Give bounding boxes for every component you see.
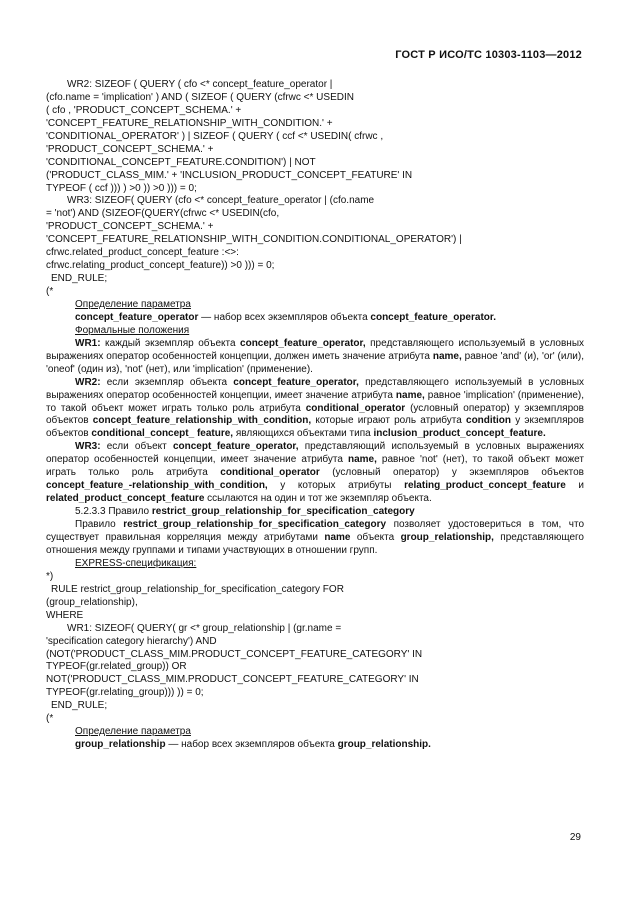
attribute-name: relating_product_concept_feature <box>404 480 566 492</box>
code-line: END_RULE; <box>51 700 108 712</box>
object-name: concept_feature_operator, <box>172 441 299 453</box>
text-run: представляющего используемый в условных выражениях оператор особенностей концепции, имеет значение атрибута <box>46 376 585 401</box>
code-line: = 'not') AND (SIZEOF(QUERY(cfrwc <* USEDIN(cfo, <box>46 208 280 220</box>
object-name: concept_feature_operator. <box>370 311 497 323</box>
wr2-paragraph <box>46 377 584 442</box>
code-line: (group_relationship), <box>46 596 138 608</box>
param-definition-text <box>46 312 584 325</box>
text-run: (условный оператор) у экземпляров объектов <box>319 467 584 479</box>
rule-name: restrict_group_relationship_for_specification_category <box>151 506 415 518</box>
text-run: ссылаются на один и тот же экземпляр объекта. <box>204 493 432 505</box>
code-line: cfrwc.relating_product_concept_feature)) >0 ))) = 0; <box>46 260 275 272</box>
attribute-name: name, <box>347 454 377 466</box>
code-line: 'PRODUCT_CONCEPT_SCHEMA.' + <box>46 221 214 233</box>
formal-propositions-heading: Формальные положения <box>75 324 190 336</box>
text-run: — набор всех экземпляров объекта <box>165 739 338 751</box>
rule-description <box>46 519 584 558</box>
section-number: 5.2.3.3 Правило <box>75 506 152 518</box>
text-run: представляющего отношения между группами и типами участвующих в отношении групп. <box>46 532 584 556</box>
attribute-name: related_product_concept_feature <box>46 493 205 505</box>
attribute-name: conditional_operator <box>305 402 406 414</box>
text-run: (условный оператор) у экземпляров объектов <box>46 402 584 427</box>
attribute-name: condition <box>466 415 512 427</box>
text-run: если экземпляр объекта <box>100 376 234 388</box>
standard-header: ГОСТ Р ИСО/ТС 10303-1103—2012 <box>395 49 582 61</box>
code-line: END_RULE; <box>51 273 108 285</box>
object-name: group_relationship. <box>337 739 431 751</box>
code-line: 'CONDITIONAL_OPERATOR' ) | SIZEOF ( QUERY ( ccf <* USEDIN( cfrwc , <box>46 130 384 142</box>
wr3-paragraph <box>46 441 584 506</box>
text-run: которые играют роль атрибута <box>311 415 467 427</box>
code-line: TYPEOF ( ccf ))) ) >0 )) >0 ))) = 0; <box>46 182 197 194</box>
wr1-paragraph <box>46 338 584 377</box>
param-definition-text <box>46 739 584 752</box>
code-line: ('PRODUCT_CLASS_MIM.' + 'INCLUSION_PRODUCT_CONCEPT_FEATURE' IN <box>46 169 413 181</box>
text-run: если объект <box>100 441 173 453</box>
code-line: (* <box>46 713 54 725</box>
param-definition-heading: Определение параметра <box>75 726 191 738</box>
code-line: TYPEOF(gr.related_group)) OR <box>46 661 187 673</box>
code-line: WR2: SIZEOF ( QUERY ( cfo <* concept_feature_operator | <box>67 79 333 90</box>
text-run: равное 'not' (нет), то такой объект может играть только роль атрибута <box>46 454 584 479</box>
text-run: позволяет удостовериться в том, что существует правильная корреляция между атрибутами <box>46 519 585 544</box>
attribute-name: name, <box>395 389 425 401</box>
code-line: TYPEOF(gr.relating_group))) )) = 0; <box>46 687 204 699</box>
text-run: у экземпляров объектов <box>46 415 584 440</box>
code-line: *) <box>46 570 54 582</box>
page-body <box>46 79 584 752</box>
text-run: — набор всех экземпляров объекта <box>198 311 371 323</box>
code-line: WHERE <box>46 609 84 621</box>
object-name: inclusion_product_concept_feature. <box>373 428 546 440</box>
text-run: равное 'implication' (применение), то такой объект может играть только роль атрибута <box>46 389 584 414</box>
object-name: concept_feature_-relationship_with_condition, <box>46 480 268 492</box>
code-line: (cfo.name = 'implication' ) AND ( SIZEOF ( QUERY (cfrwc <* USEDIN <box>46 91 354 103</box>
param-name: concept_feature_operator <box>75 311 199 323</box>
code-line: 'specification category hierarchy') AND <box>46 635 217 647</box>
wr2-label: WR2: <box>75 376 101 388</box>
text-run: Правило <box>75 519 124 531</box>
object-name: conditional_concept_ feature, <box>91 428 234 440</box>
code-line: RULE restrict_group_relationship_for_specification_category FOR <box>51 583 344 595</box>
text-run: равное 'and' (и), 'or' (или), 'oneof' (один из), 'not' (нет), или 'implication' (применение). <box>46 350 584 375</box>
rule-name: restrict_group_relationship_for_specification_category <box>123 519 387 531</box>
express-spec-heading: EXPRESS-спецификация: <box>75 557 197 569</box>
text-run: объекта <box>350 532 401 544</box>
wr3-label: WR3: <box>75 441 101 453</box>
page-number: 29 <box>569 832 581 843</box>
param-name: group_relationship <box>75 739 166 751</box>
object-name: concept_feature_operator, <box>240 337 366 349</box>
wr1-label: WR1: <box>75 337 101 349</box>
attribute-name: conditional_operator <box>220 467 320 479</box>
code-line: 'PRODUCT_CONCEPT_SCHEMA.' + <box>46 143 214 155</box>
text-run: являющихся объектами типа <box>233 428 374 440</box>
code-line: cfrwc.related_product_concept_feature :<>: <box>46 247 239 259</box>
object-name: concept_feature_relationship_with_condition, <box>92 415 312 427</box>
attribute-name: name <box>324 532 351 544</box>
text-run: и <box>565 480 584 492</box>
code-line: (* <box>46 286 54 297</box>
object-name: group_relationship, <box>400 532 494 544</box>
code-line: 'CONCEPT_FEATURE_RELATIONSHIP_WITH_CONDITION.' + <box>46 117 333 129</box>
code-line: (NOT('PRODUCT_CLASS_MIM.PRODUCT_CONCEPT_FEATURE_CATEGORY' IN <box>46 648 423 660</box>
text-run: у которых атрибуты <box>267 480 405 492</box>
attribute-name: name, <box>432 350 462 362</box>
code-line: 'CONCEPT_FEATURE_RELATIONSHIP_WITH_CONDITION.CONDITIONAL_OPERATOR') | <box>46 234 462 246</box>
text-run: представляющий используемый в условных выражениях оператор особенностей концепции, имеет значение атрибута <box>46 441 584 466</box>
code-line: ( cfo , 'PRODUCT_CONCEPT_SCHEMA.' + <box>46 104 242 116</box>
param-definition-heading: Определение параметра <box>75 298 191 310</box>
code-line: WR3: SIZEOF( QUERY (cfo <* concept_feature_operator | (cfo.name <box>67 195 375 207</box>
text-run: каждый экземпляр объекта <box>100 337 241 349</box>
code-line: 'CONDITIONAL_CONCEPT_FEATURE.CONDITION') | NOT <box>46 156 316 168</box>
rule-heading <box>46 506 584 519</box>
object-name: concept_feature_operator, <box>233 376 359 388</box>
code-line: WR1: SIZEOF( QUERY( gr <* group_relationship | (gr.name = <box>67 622 342 634</box>
code-line: NOT('PRODUCT_CLASS_MIM.PRODUCT_CONCEPT_FEATURE_CATEGORY' IN <box>46 674 419 686</box>
text-run: представляющего используемый в условных выражениях оператор особенностей концепции, должен иметь значение атрибута <box>46 337 585 362</box>
